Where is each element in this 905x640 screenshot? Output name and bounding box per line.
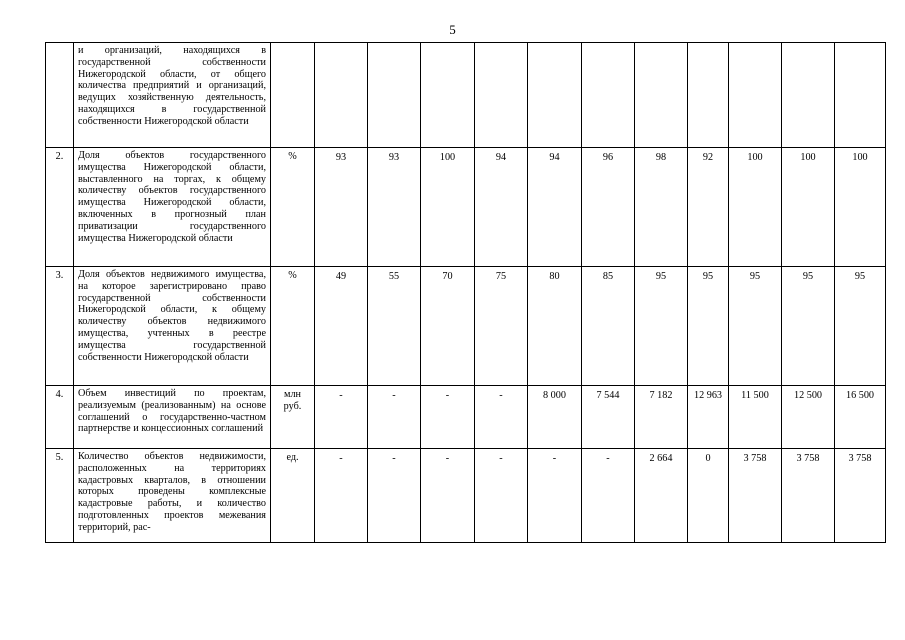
value-cell: 16 500 bbox=[835, 386, 886, 449]
value-cell: 7 544 bbox=[582, 386, 635, 449]
value-cell bbox=[688, 43, 729, 148]
value-cell: 94 bbox=[528, 148, 582, 267]
value-cell bbox=[635, 43, 688, 148]
indicator-description: Доля объектов государственного имущества Нижегородской области, выставленного на торгах, к общему количеству объектов государственного имущества Нижегородской области, включенных в прогнозный план приватизации государственного имущества Нижегородской области bbox=[74, 148, 271, 267]
value-cell: 7 182 bbox=[635, 386, 688, 449]
value-cell: 55 bbox=[368, 267, 421, 386]
value-cell: - bbox=[475, 449, 528, 543]
value-cell: - bbox=[315, 449, 368, 543]
value-cell bbox=[582, 43, 635, 148]
table-row bbox=[46, 43, 886, 148]
value-cell: 85 bbox=[582, 267, 635, 386]
value-cell: 95 bbox=[729, 267, 782, 386]
value-cell: 2 664 bbox=[635, 449, 688, 543]
value-cell: 95 bbox=[635, 267, 688, 386]
value-cell: 100 bbox=[421, 148, 475, 267]
value-cell: 11 500 bbox=[729, 386, 782, 449]
table-row bbox=[46, 148, 886, 267]
value-cell: - bbox=[475, 386, 528, 449]
page-number: 5 bbox=[449, 22, 456, 37]
row-number: 3. bbox=[46, 267, 74, 386]
indicator-description: Доля объектов недвижимого имущества, на которое зарегистрировано право государственной собственности Нижегородской области, к общему количеству объектов недвижимого имущества, учтенных в реестре имущества государственной собственности Нижегородской области bbox=[74, 267, 271, 386]
unit-cell: % bbox=[271, 148, 315, 267]
row-number: 5. bbox=[46, 449, 74, 543]
value-cell bbox=[835, 43, 886, 148]
value-cell: 3 758 bbox=[782, 449, 835, 543]
value-cell bbox=[368, 43, 421, 148]
value-cell: 93 bbox=[368, 148, 421, 267]
value-cell: 95 bbox=[835, 267, 886, 386]
value-cell: 100 bbox=[782, 148, 835, 267]
value-cell bbox=[421, 43, 475, 148]
value-cell: 75 bbox=[475, 267, 528, 386]
unit-cell: % bbox=[271, 267, 315, 386]
value-cell: 92 bbox=[688, 148, 729, 267]
row-number: 2. bbox=[46, 148, 74, 267]
unit-cell bbox=[271, 43, 315, 148]
indicator-description: и организаций, находящихся в государственной собственности Нижегородской области, от общего количества предприятий и организаций, ведущих хозяйственную деятельность, находящихся в государственной собственности Нижегородской области bbox=[74, 43, 271, 148]
value-cell: - bbox=[368, 386, 421, 449]
value-cell: - bbox=[368, 449, 421, 543]
row-number: 4. bbox=[46, 386, 74, 449]
value-cell: 94 bbox=[475, 148, 528, 267]
table-row bbox=[46, 449, 886, 543]
value-cell bbox=[475, 43, 528, 148]
value-cell: 12 963 bbox=[688, 386, 729, 449]
table-row bbox=[46, 267, 886, 386]
value-cell: 3 758 bbox=[835, 449, 886, 543]
value-cell bbox=[729, 43, 782, 148]
value-cell: 95 bbox=[782, 267, 835, 386]
value-cell: 0 bbox=[688, 449, 729, 543]
value-cell: - bbox=[315, 386, 368, 449]
row-number bbox=[46, 43, 74, 148]
value-cell: 98 bbox=[635, 148, 688, 267]
value-cell bbox=[782, 43, 835, 148]
indicators-table bbox=[45, 42, 886, 543]
value-cell: 12 500 bbox=[782, 386, 835, 449]
value-cell: - bbox=[528, 449, 582, 543]
value-cell: 100 bbox=[835, 148, 886, 267]
value-cell: 3 758 bbox=[729, 449, 782, 543]
value-cell: 70 bbox=[421, 267, 475, 386]
value-cell: 100 bbox=[729, 148, 782, 267]
value-cell: 95 bbox=[688, 267, 729, 386]
value-cell bbox=[315, 43, 368, 148]
unit-cell: млн руб. bbox=[271, 386, 315, 449]
value-cell bbox=[528, 43, 582, 148]
value-cell: - bbox=[582, 449, 635, 543]
value-cell: 96 bbox=[582, 148, 635, 267]
value-cell: - bbox=[421, 449, 475, 543]
unit-cell: ед. bbox=[271, 449, 315, 543]
table-row bbox=[46, 386, 886, 449]
value-cell: 49 bbox=[315, 267, 368, 386]
value-cell: 80 bbox=[528, 267, 582, 386]
value-cell: 93 bbox=[315, 148, 368, 267]
indicator-description: Объем инвестиций по проектам, реализуемым (реализованным) на основе соглашений о государственно-частном партнерстве и концессионных соглашений bbox=[74, 386, 271, 449]
value-cell: - bbox=[421, 386, 475, 449]
value-cell: 8 000 bbox=[528, 386, 582, 449]
indicator-description: Количество объектов недвижимости, расположенных на территориях кадастровых кварталов, в отношении которых проведены комплексные кадастровые работы, и количество подготовленных проектов межевания территорий, рас- bbox=[74, 449, 271, 543]
